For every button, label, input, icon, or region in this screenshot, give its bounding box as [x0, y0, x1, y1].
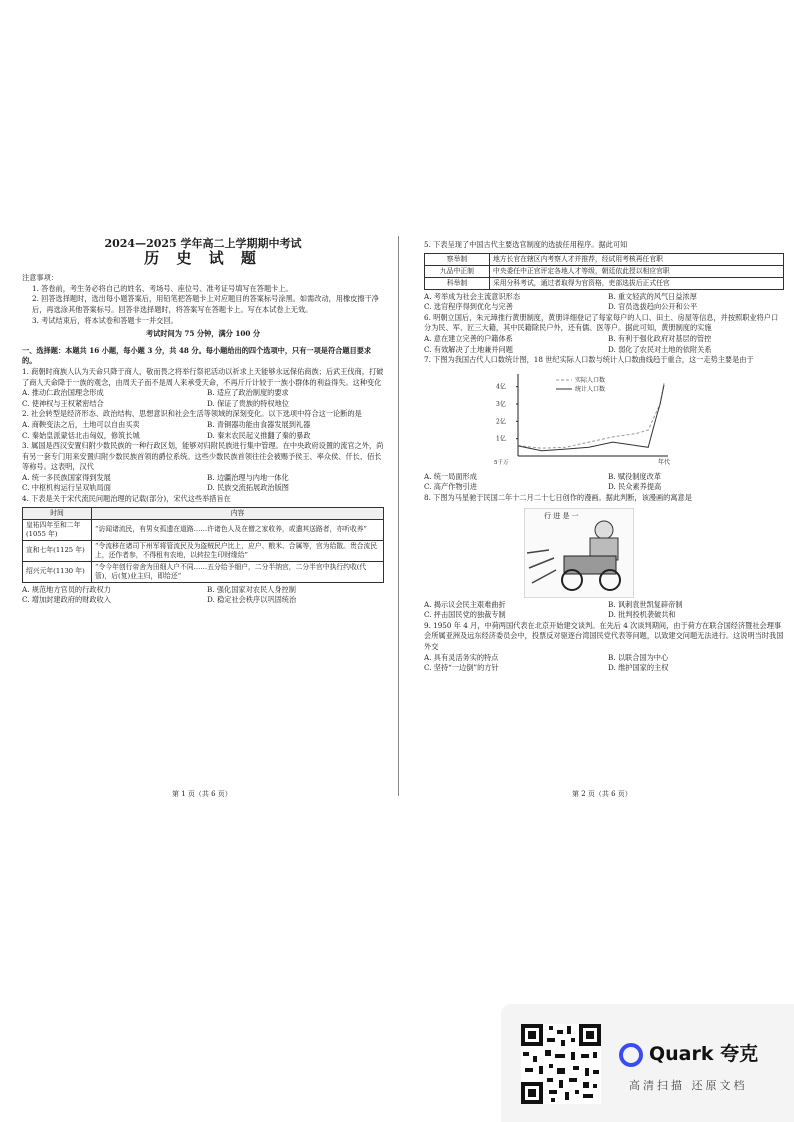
q9-options — [424, 653, 784, 674]
note-item: 2. 回答选择题时，选出每小题答案后，用铅笔把答题卡上对应题目的答案标号涂黑。如需改动，用橡皮擦干净后，再选涂其他答案标号。回答非选择题时，将答案写在答题卡上。写在本试卷上无效。 — [32, 294, 379, 314]
exam-title: 2024—2025 学年高二上学期期中考试 — [104, 237, 302, 250]
origin-label: 5千万 — [494, 459, 509, 466]
y-tick-label: 4亿 — [496, 383, 506, 391]
question-2: 2. 社会转型是经济形态、政治结构、思想意识和社会生活等领域的深刻变化。以下选项中符合这一论断的是 — [22, 409, 362, 419]
option: B. 强化国家对农民人身控制 — [207, 584, 296, 594]
notes-heading: 注意事项： — [22, 273, 58, 283]
page-footer: 第 2 页（共 6 页） — [572, 790, 632, 798]
quark-brand — [619, 1039, 758, 1067]
option: C. 坚持“一边倒”的方针 — [424, 663, 499, 673]
cartoon-drawing — [524, 508, 634, 598]
option: B. 青铜器功能由食器发展到礼器 — [207, 419, 311, 429]
legend-label: 实际人口数 — [575, 376, 606, 384]
question-8: 8. 下图为马星驰于民国二年十二月二十七日创作的漫画。据此判断，该漫画的寓意是 — [424, 492, 692, 502]
y-tick-label: 3亿 — [496, 400, 506, 408]
option: C. 增加封建政府的财政收入 — [22, 595, 111, 605]
option: B. 赋役制度改革 — [608, 471, 661, 481]
note-item: 1. 答卷前，考生务必将自己的姓名、考场号、座位号、准考证号填写在答题卡上。 — [32, 283, 293, 293]
table-cell: “令流移在诸司下州军将管流民及为盗贼民户比上，应户、粮米、合属等，官为给散。贵合流民上，还作者参，不得租有农地，以转拉生印财缘给” — [92, 540, 384, 561]
table-cell: 地方长官在辖区内考察人才并推荐，经试用考核再任官职 — [490, 253, 784, 265]
table-cell: “令今年创行帝舍为田细人户不同……五分给予细户，二分半纳官，二分半官中执行约收(代管)，后(复)业主归，即给还” — [92, 561, 384, 582]
option: B. 边疆治理与内地一体化 — [207, 472, 289, 482]
quark-watermark — [501, 1004, 794, 1122]
option: D. 弱化了农民对土地的依附关系 — [608, 344, 712, 354]
question-3: 3. 属国是西汉安置归附少数民族的一种行政区划，能够对归附民族进行集中管理。在中央政府设置的流官之外，尚有另一套专门用来安置归附少数民族首领的爵位系统。这些少数民族首领往往会被赐予侯王、率众侯、仟长、佰长等称号。这表明，汉代 — [22, 441, 384, 472]
column-divider — [398, 236, 399, 796]
time-line: 考试时间为 75 分钟，满分 100 分 — [145, 329, 261, 339]
option: C. 使神权与王权紧密结合 — [22, 398, 104, 408]
option: B. 重文轻武的风气日益浓厚 — [608, 291, 697, 301]
table-cell: 绍兴元年(1130 年) — [23, 561, 92, 582]
option: B. 适应了政治制度的要求 — [207, 388, 289, 398]
q5-table — [424, 253, 784, 290]
left-page — [22, 226, 384, 606]
question-4: 4. 下表是关于宋代流民问题治理的记载(部分)，宋代这些举措旨在 — [22, 494, 231, 504]
option: A. 规范地方官员的行政权力 — [22, 584, 111, 594]
option: A. 统一多民族国家得到发展 — [22, 472, 111, 482]
table-cell: 九品中正制 — [425, 265, 490, 277]
option: A. 考举成为社会主流意识形态 — [424, 291, 521, 301]
table-cell: 中央委任中正官评定各地人才等级，朝廷依此授以相应官职 — [490, 265, 784, 277]
q1-options — [22, 388, 384, 409]
subject-title: 历 史 试 题 — [144, 248, 262, 267]
y-tick-label: 1亿 — [496, 435, 506, 443]
option: D. 保证了贵族的特权地位 — [207, 398, 289, 408]
table-row — [425, 265, 784, 277]
option: C. 选官程序得到优化与完善 — [424, 302, 513, 312]
q7-options — [424, 472, 784, 493]
option: D. 官员选拔趋向公开和公平 — [608, 302, 698, 312]
table-cell: “访闻诸流民，有男女孤遗在道路……许诸色人及在僧之家收养，或遣其送路者，亦听收养” — [92, 519, 384, 540]
option: C. 有效解决了土地兼并问题 — [424, 344, 513, 354]
page-footer: 第 1 页（共 6 页） — [172, 790, 232, 798]
table-header: 时间 — [23, 507, 92, 519]
question-9: 9. 1950 年 4 月，中荷两国代表在北京开始建交谈判。在先后 4 次谈判期间，由于荷方在联合国经济暨社会理事会所属亚洲及远东经济委员会中，投票反对驱逐台湾国民党代表等问题，以致建交问题无法进行。这说明当时我国外交 — [424, 620, 784, 651]
question-6: 6. 明朝立国后，朱元璋推行黄册制度，黄册详细登记了每家每户的人口、田土、房屋等信息，并按照职业将户口分为民、军、匠三大籍，其中民籍除民户外，还有儒、医等户。据此可知，黄册制度的实施 — [424, 312, 779, 333]
section-heading: 一、选择题：本题共 16 小题，每小题 3 分，共 48 分。每小题给出的四个选项中，只有一项是符合题目要求的。 — [22, 345, 372, 366]
table-cell: 察举制 — [425, 253, 490, 265]
exam-sheet — [0, 226, 794, 806]
cartoon-image — [524, 508, 634, 598]
option: D. 维护国家的主权 — [608, 663, 669, 673]
table-row — [23, 519, 384, 540]
table-cell: 宣和七年(1125 年) — [23, 540, 92, 561]
table-row — [23, 561, 384, 582]
option: D. 民众素养提高 — [608, 482, 662, 492]
qr-code-pattern — [521, 1024, 601, 1104]
table-row — [425, 253, 784, 265]
table-row — [23, 540, 384, 561]
table-header: 内容 — [92, 507, 384, 519]
option: C. 秦始皇派蒙恬北击匈奴，修筑长城 — [22, 430, 140, 440]
q3-options — [22, 473, 384, 494]
cartoon-caption: 行 进 是 一 — [544, 511, 579, 520]
q4-options — [22, 585, 384, 606]
table-cell: 采用分科考试，通过者取得为官资格，吏部选拔后正式任官 — [490, 277, 784, 289]
option: A. 意在建立完善的户籍体系 — [424, 333, 513, 343]
option: B. 讽刺袁世凯复辟帝制 — [608, 599, 683, 609]
option: A. 商鞅变法之后，土地可以自由买卖 — [22, 419, 140, 429]
population-chart — [494, 370, 674, 470]
series-line — [518, 385, 664, 451]
option: A. 具有灵活务实的特点 — [424, 652, 499, 662]
option: D. 民族交流拓展政治版图 — [207, 483, 289, 493]
q4-table — [22, 507, 384, 583]
table-row — [425, 277, 784, 289]
option: C. 抨击国民党的独裁专制 — [424, 610, 506, 620]
option: A. 揭示议会民主艰难曲折 — [424, 599, 506, 609]
qr-code — [521, 1024, 601, 1104]
option: B. 有利于强化政府对基层的管控 — [608, 333, 712, 343]
option: B. 以联合国为中心 — [608, 652, 669, 662]
option: A. 统一局面形成 — [424, 471, 477, 481]
x-axis-label: 年代 — [658, 458, 671, 466]
option: C. 中枢机构运行呈双轨局面 — [22, 483, 111, 493]
q5-options — [424, 292, 784, 313]
question-5: 5. 下表呈现了中国古代主要选官制度的选拔任用程序。据此可知 — [424, 240, 628, 249]
option: A. 推动仁政治国理念形成 — [22, 388, 104, 398]
question-1: 1. 商朝时商族人认为天命只降于商人，敬而畏之将举行祭祀活动以祈求上天能够永远保佑商族；后武王伐商，打破了商人天命降于一族的观念，由周天子而不是周人来承受天命，不再斤斤计较于一族小群体的利益得失。这种变化 — [22, 366, 384, 387]
option: D. 稳定社会秩序以巩固统治 — [207, 595, 297, 605]
right-page — [424, 226, 784, 674]
legend-label: 统计人口数 — [575, 385, 606, 393]
brand-text: Quark 夸克 — [649, 1043, 759, 1065]
population-chart-svg — [494, 370, 674, 470]
option: C. 高产作物引进 — [424, 482, 477, 492]
q6-options — [424, 334, 784, 355]
quark-logo-icon — [619, 1043, 643, 1067]
question-7: 7. 下图为我国古代人口数统计图，18 世纪实际人口数与统计人口数曲线趋于重合，这一走势主要是由于 — [424, 355, 754, 365]
quark-tagline: 高清扫描 还原文档 — [629, 1079, 748, 1092]
q8-options — [424, 600, 784, 621]
option: D. 批判投机袭破共和 — [608, 610, 676, 620]
q2-options — [22, 420, 384, 441]
note-item: 3. 考试结束后，将本试卷和答题卡一并交回。 — [32, 315, 178, 325]
y-tick-label: 2亿 — [496, 418, 506, 426]
table-cell: 皇祐四年至和二年(1055 年) — [23, 519, 92, 540]
option: D. 秦末农民起义推翻了秦的暴政 — [207, 430, 311, 440]
table-cell: 科举制 — [425, 277, 490, 289]
